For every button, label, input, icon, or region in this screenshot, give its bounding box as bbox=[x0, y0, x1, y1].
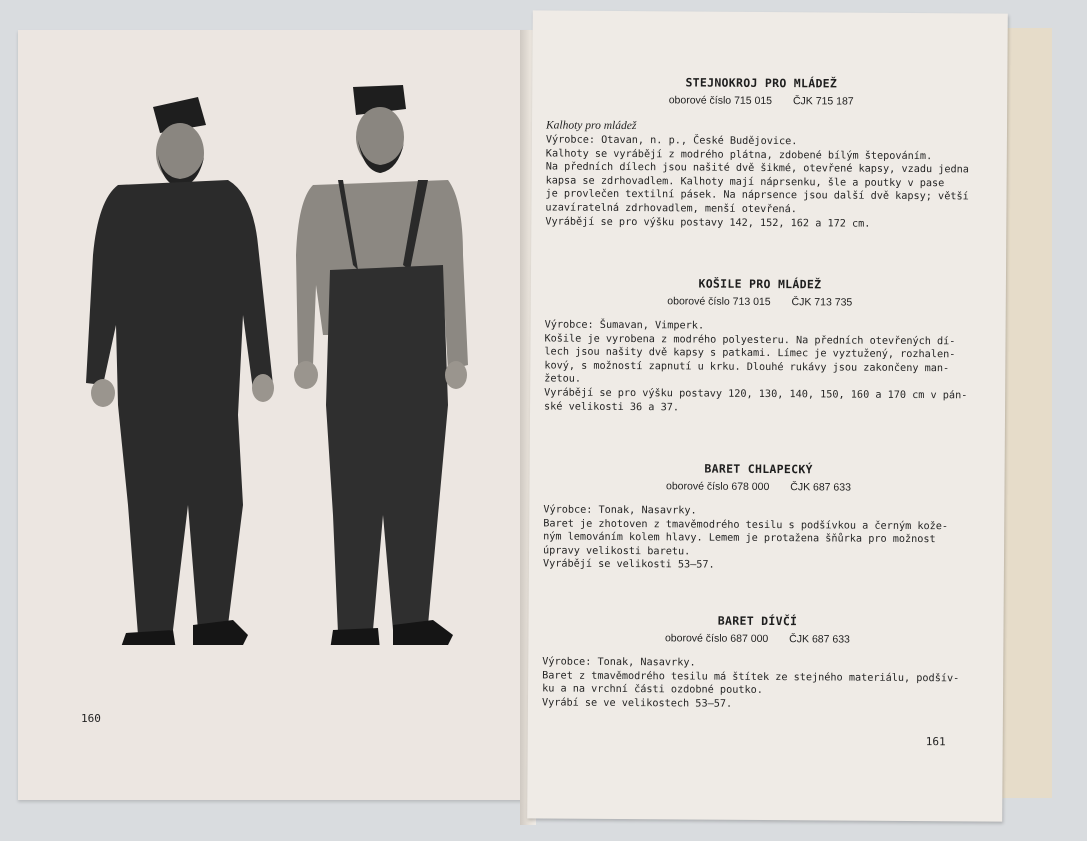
text-line: ské velikosti 36 a 37. bbox=[544, 401, 680, 413]
text-line: Výrobce: Tonak, Nasavrky. bbox=[542, 656, 696, 669]
page-number-left: 160 bbox=[81, 712, 101, 725]
text-line: Kalhoty se vyrábějí z modrého plátna, zdobené bílým štepováním. bbox=[545, 148, 933, 162]
text-line: žetou. bbox=[544, 373, 582, 386]
left-page bbox=[18, 30, 528, 800]
product-codes bbox=[545, 294, 975, 309]
text-line: je provlečen textilní pásek. Na náprsence jsou další dvě kapsy; větší bbox=[545, 188, 969, 203]
product-codes bbox=[546, 93, 976, 108]
text-line: Vyrábějí se velikosti 53—57. bbox=[542, 558, 715, 572]
text-line: Baret z tmavěmodrého tesilu má štítek ze stejného materiálu, podšív- bbox=[542, 670, 960, 684]
text-line: Vyrábějí se pro výšku postavy 142, 152, 162 a 172 cm. bbox=[545, 216, 871, 230]
text-line: lech jsou našity dvě kapsy s patkami. Límec je vyztužený, rozhalen- bbox=[544, 346, 956, 361]
section-title: BARET CHLAPECKÝ bbox=[704, 461, 813, 477]
text-line: Výrobce: Tonak, Nasavrky. bbox=[543, 504, 697, 517]
oborove-cislo: oborové číslo 678 000 bbox=[665, 480, 770, 494]
text-line: uzavíratelná zdrhovadlem, menší otevřená. bbox=[545, 202, 797, 216]
text-line: Výrobce: Šumavan, Vimperk. bbox=[544, 319, 705, 332]
section-subtitle: Kalhoty pro mládež bbox=[545, 119, 637, 133]
text-line: ným lemováním kolem hlavy. Lemem je protažena šňůrka pro možnost bbox=[543, 531, 936, 546]
text-line: kový, s možností zapnutí u krku. Dlouhé rukávy jsou zakončeny man- bbox=[544, 360, 950, 375]
section-title: KOŠILE PRO MLÁDEŽ bbox=[698, 276, 822, 292]
cjk-code: ČJK 713 735 bbox=[791, 296, 853, 309]
section-kosile bbox=[544, 275, 975, 416]
text-line: Baret je zhotoven z tmavěmodrého tesilu s podšívkou a černým kože- bbox=[543, 518, 949, 532]
text-line: Výrobce: Otavan, n. p., České Budějovice. bbox=[545, 134, 798, 148]
product-codes bbox=[543, 479, 973, 494]
section-body bbox=[544, 318, 975, 416]
uniform-photo bbox=[58, 85, 478, 645]
section-body bbox=[543, 503, 973, 574]
text-line: Košile je vyrobena z modrého polyesteru. Na předních otevřených dí- bbox=[544, 333, 956, 347]
section-stejnokroj bbox=[545, 74, 976, 231]
text-line: Vyrábějí se pro výšku postavy 120, 130, 140, 150, 160 a 170 cm v pán- bbox=[544, 387, 968, 402]
text-line: Vyrábí se ve velikostech 53—57. bbox=[541, 697, 733, 710]
figure-bib-trousers bbox=[294, 85, 468, 645]
text-line: ku a na vrchní části ozdobné poutko. bbox=[542, 683, 763, 697]
oborove-cislo: oborové číslo 715 015 bbox=[668, 94, 773, 108]
figure-jacket bbox=[86, 97, 274, 645]
cjk-code: ČJK 715 187 bbox=[792, 95, 854, 108]
text-line: Na předních dílech jsou našité dvě šikmé, otevřené kapsy, vzadu jedna bbox=[545, 161, 969, 176]
section-baret-divci bbox=[542, 612, 973, 712]
cjk-code: ČJK 687 633 bbox=[789, 633, 850, 646]
oborove-cislo: oborové číslo 687 000 bbox=[664, 632, 769, 646]
right-page bbox=[527, 10, 1008, 821]
product-codes bbox=[542, 631, 972, 646]
section-body bbox=[545, 133, 976, 231]
section-baret-chlapecky bbox=[543, 460, 974, 574]
cjk-code: ČJK 687 633 bbox=[790, 481, 852, 494]
section-body bbox=[542, 655, 972, 712]
text-line: kapsa se zdrhovadlem. Kalhoty mají náprsenku, šle a poutky v pase bbox=[545, 175, 945, 190]
section-title: STEJNOKROJ PRO MLÁDEŽ bbox=[685, 75, 838, 91]
oborove-cislo: oborové číslo 713 015 bbox=[667, 295, 771, 309]
section-title: BARET DÍVČÍ bbox=[717, 613, 798, 629]
page-number-right: 161 bbox=[925, 735, 946, 749]
text-line: úpravy velikosti baretu. bbox=[543, 545, 691, 558]
